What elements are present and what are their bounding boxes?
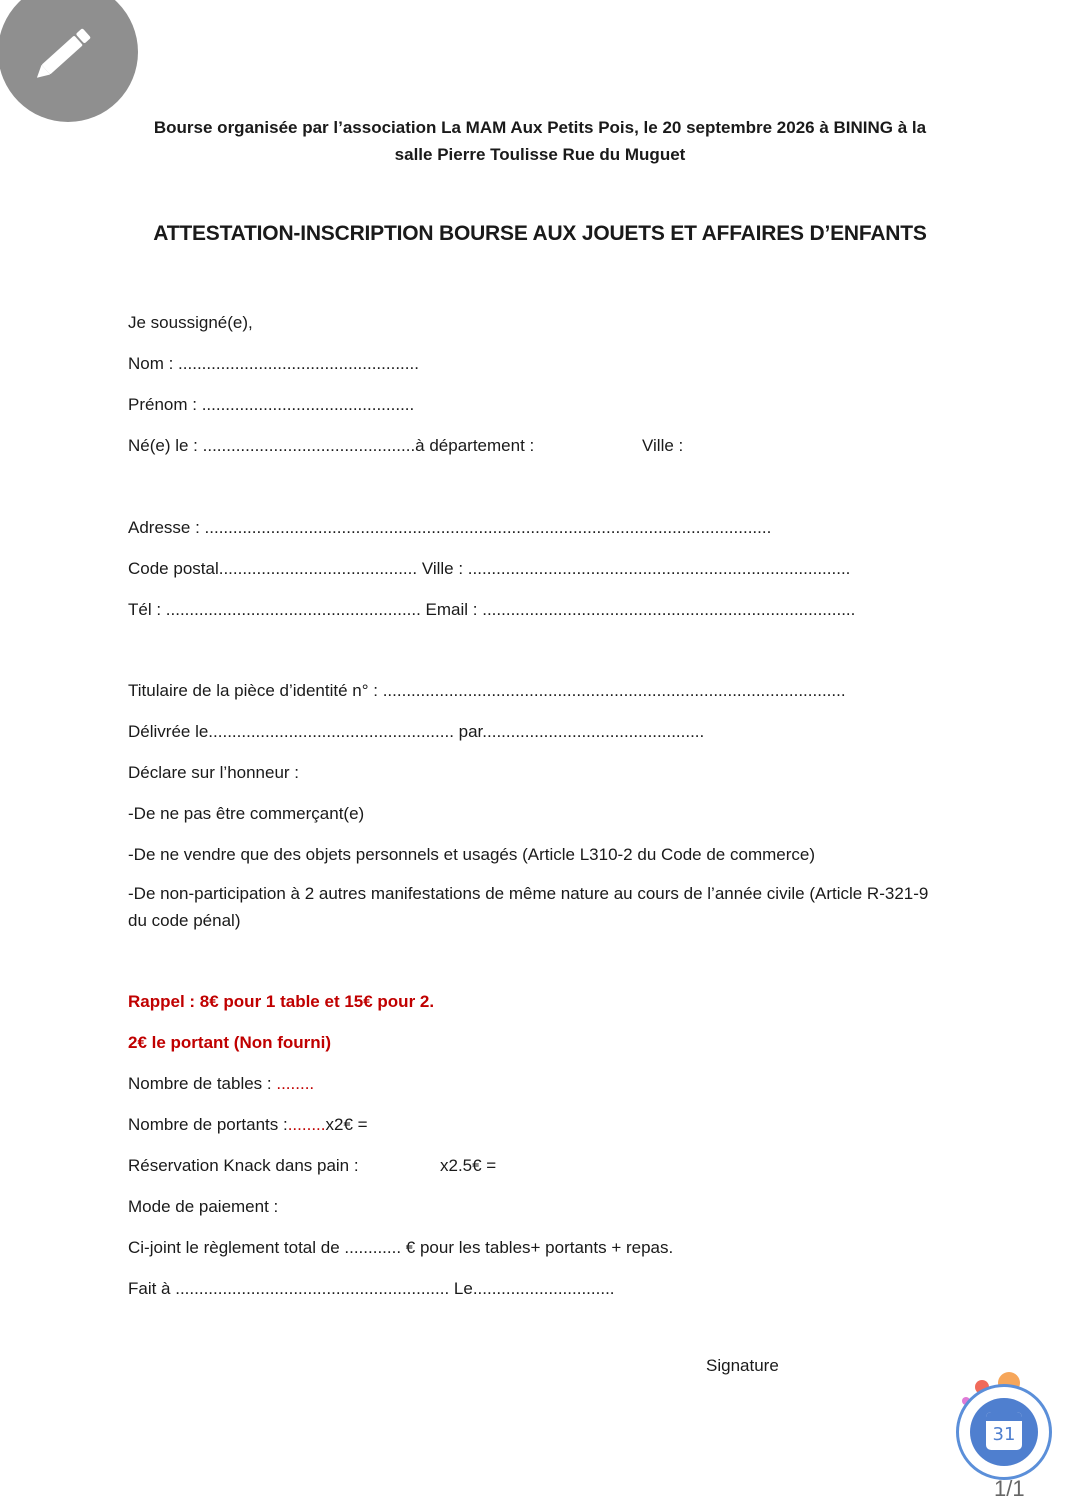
rappel-text: Rappel : 8€ pour 1 table et 15€ pour 2.: [128, 992, 435, 1011]
calendar-day: 31: [992, 1424, 1016, 1445]
document-title: ATTESTATION-INSCRIPTION BOURSE AUX JOUETS ET AFFAIRES D’ENFANTS: [153, 222, 927, 245]
pencil-icon: [26, 20, 102, 88]
calendar-icon: [986, 1412, 1022, 1450]
signature-label: Signature: [706, 1356, 779, 1375]
declaration-3: -De non-participation à 2 autres manifestations de même nature au cours de l’année civile (Article R-321-9 du code pénal): [128, 884, 929, 930]
soussigne-text: Je soussigné(e),: [128, 313, 253, 332]
portants-dots: ........: [287, 1115, 326, 1134]
tel-email-field: Tél : ...................................................... Email : ...............................................................................: [128, 600, 856, 619]
adresse-field: Adresse : ........................................................................................................................: [128, 518, 772, 537]
total-field: Ci-joint le règlement total de ............ € pour les tables+ portants + repas.: [128, 1238, 674, 1257]
fait-field: Fait à .......................................................... Le..............................: [128, 1279, 615, 1298]
calendar-widget[interactable]: [956, 1384, 1052, 1480]
tables-label: Nombre de tables :: [128, 1074, 277, 1093]
ville-naissance-field: Ville :: [642, 436, 684, 455]
page-indicator: 1/1: [994, 1476, 1025, 1501]
nom-field: Nom : ...................................................: [128, 354, 419, 373]
edit-button[interactable]: [0, 0, 138, 122]
portants-mult: x2€ =: [325, 1115, 368, 1134]
portants-field: [128, 1113, 368, 1137]
portant-text: 2€ le portant (Non fourni): [128, 1033, 332, 1052]
portants-label: Nombre de portants :: [128, 1115, 288, 1134]
declare-text: Déclare sur l’honneur :: [128, 763, 300, 782]
paiement-field: Mode de paiement :: [128, 1197, 279, 1216]
declaration-1: -De ne pas être commerçant(e): [128, 804, 365, 823]
tables-field: [128, 1072, 314, 1096]
prenom-field: Prénom : .............................................: [128, 395, 415, 414]
declaration-2: -De ne vendre que des objets personnels et usagés (Article L310-2 du Code de commerce): [128, 845, 815, 864]
naissance-field: Né(e) le : .............................................à département :: [128, 436, 535, 455]
knack-label: Réservation Knack dans pain :: [128, 1156, 359, 1175]
piece-identite-field: Titulaire de la pièce d’identité n° : ..................................................................................................: [128, 681, 846, 700]
document-header: [100, 114, 980, 168]
delivree-field: Délivrée le.................................................... par...............................................: [128, 722, 705, 741]
header-line-2: salle Pierre Toulisse Rue du Muguet: [394, 145, 686, 164]
header-line-1: Bourse organisée par l’association La MAM Aux Petits Pois, le 20 septembre 2026 à BINING à la: [153, 118, 927, 137]
code-postal-field: Code postal.......................................... Ville : .................................................................................: [128, 559, 851, 578]
tables-dots: ........: [276, 1074, 315, 1093]
knack-mult: x2.5€ =: [440, 1156, 497, 1175]
